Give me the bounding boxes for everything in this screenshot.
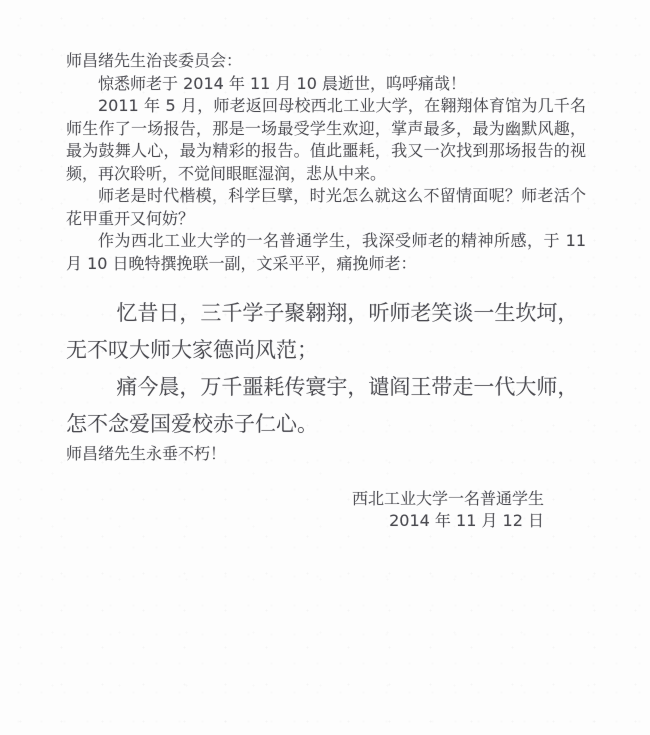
paragraph-2011-lecture-memory: 2011 年 5 月，师老返回母校西北工业大学，在翱翔体育馆为几千名师生作了一场报告，那是一场最受学生欢迎，掌声最多，最为幽默风趣，最为鼓舞人心，最为精彩的报告。值此噩耗，我又一次找到那场报告的视频，再次聆听，不觉间眼眶湿润，悲从中来。 [66,96,586,183]
paragraph-couplet-introduction: 作为西北工业大学的一名普通学生，我深受师老的精神所感，于 11 月 10 日晚特撰挽联一副，文采平平，痛挽师老： [66,231,586,273]
elegiac-couplet [66,295,586,443]
paragraph-tribute-lament: 师老是时代楷模，科学巨擘，时光怎么就这么不留情面呢？师老活个花甲重开又何妨？ [66,186,586,228]
couplet-line-4: 怎不念爱国爱校赤子仁心。 [66,412,318,436]
salutation: 师昌绪先生治丧委员会： [66,51,243,70]
signature-block [66,488,586,533]
couplet-line-3: 痛今晨，万千噩耗传寰宇，谴阎王带走一代大师， [116,375,579,399]
closing-eulogy-line: 师昌绪先生永垂不朽！ [66,444,227,463]
date: 2014 年 11 月 12 日 [389,511,544,530]
paragraph-death-announcement: 惊悉师老于 2014 年 11 月 10 晨逝世，呜呼痛哉！ [98,73,466,93]
couplet-line-1: 忆昔日，三千学子聚翱翔，听师老笑谈一生坎坷， [116,301,579,325]
letter-body [66,50,586,533]
couplet-line-2: 无不叹大师大家德尚风范； [66,338,318,362]
signature: 西北工业大学一名普通学生 [351,488,544,508]
